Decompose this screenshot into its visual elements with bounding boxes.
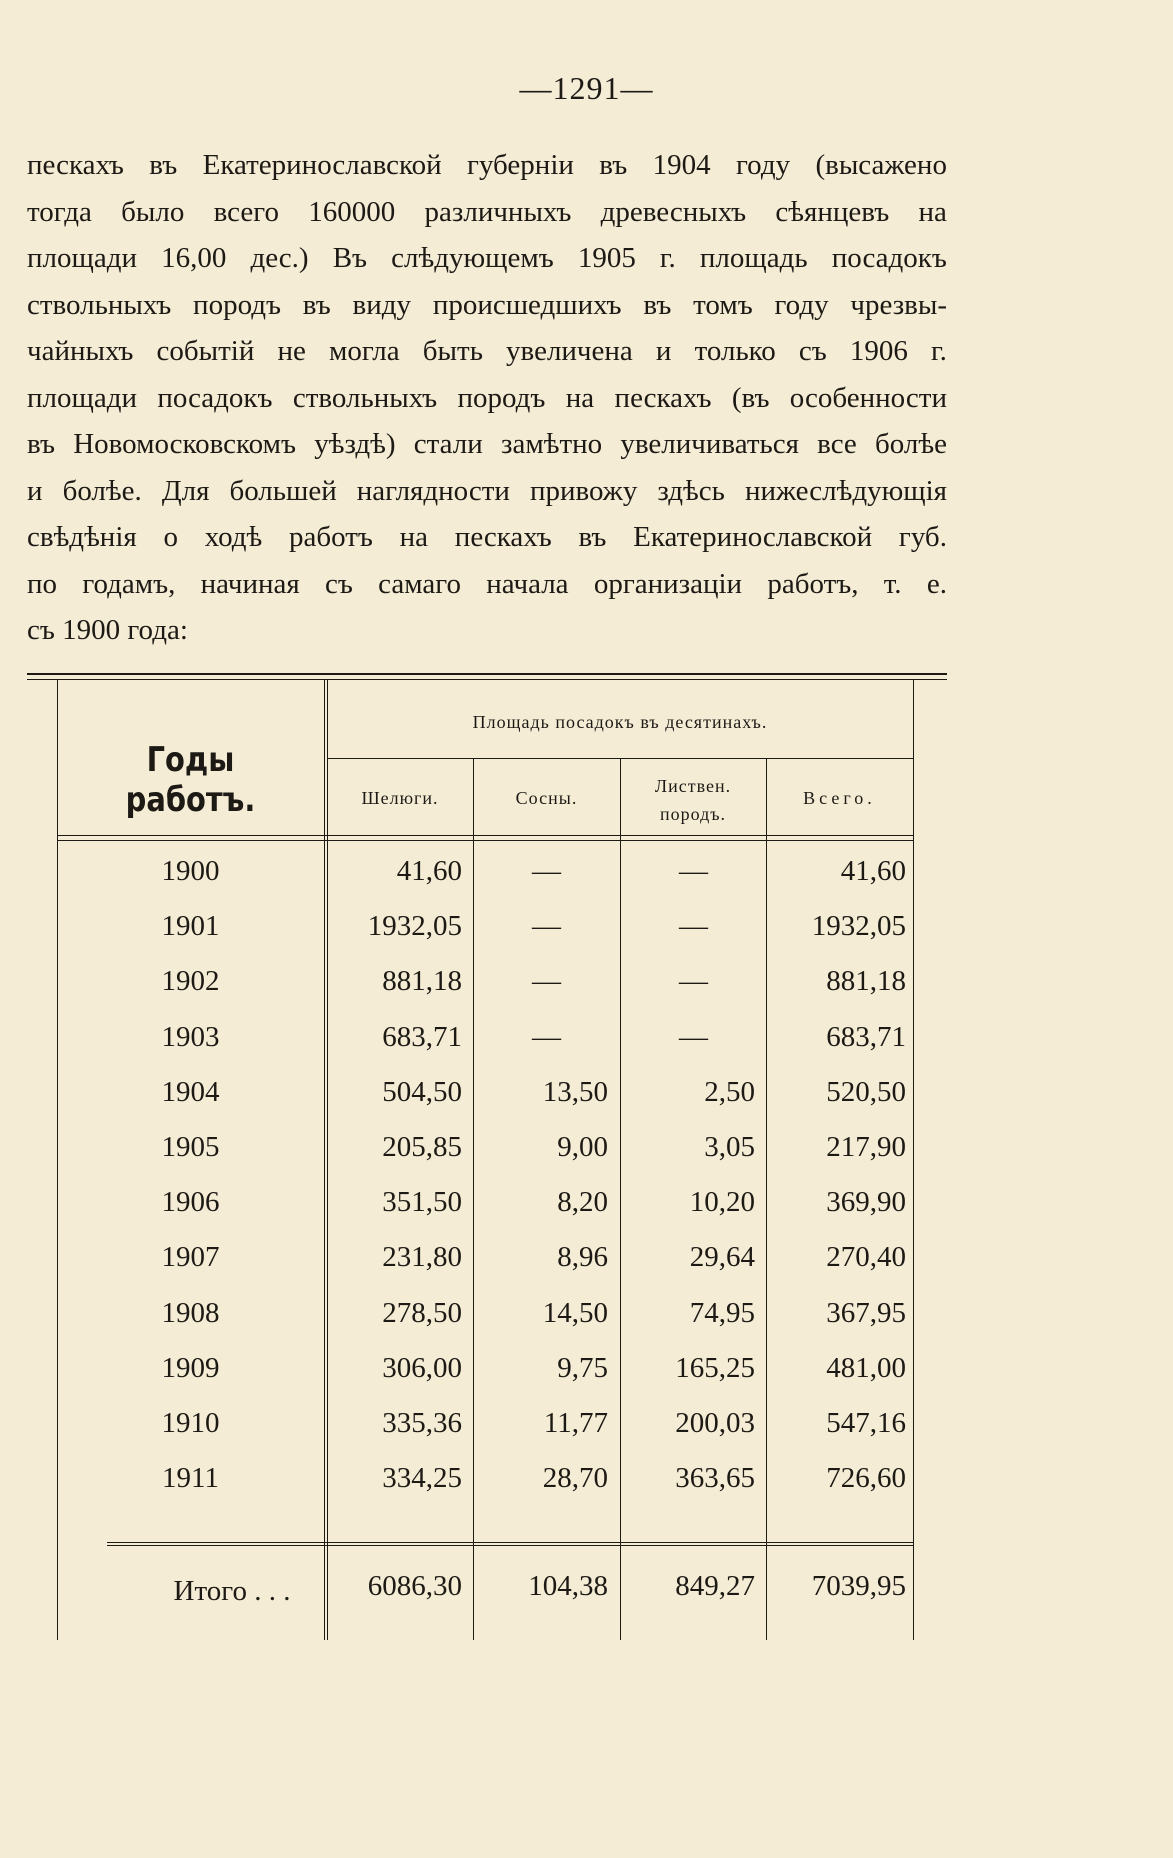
total-rule-2 — [107, 1545, 913, 1546]
word: на — [918, 195, 947, 228]
row-vsego: 881,18 — [826, 965, 906, 998]
row-year: 1902 — [161, 965, 220, 998]
row-listv: 29,64 — [689, 1241, 755, 1274]
word: въ — [302, 288, 331, 321]
word: году — [736, 149, 791, 181]
paragraph-line — [27, 375, 947, 422]
total-listv: 849,27 — [675, 1570, 755, 1602]
word: Для — [161, 474, 210, 507]
row-sosny: — — [532, 910, 561, 943]
paragraph-line — [27, 421, 947, 468]
total-vsego: 7039,95 — [811, 1570, 906, 1602]
word: особенности — [789, 381, 947, 414]
word: т. — [883, 567, 902, 600]
row-shelyugi: 335,36 — [382, 1407, 462, 1439]
row-listv: 3,05 — [704, 1131, 755, 1163]
paragraph-line — [27, 235, 947, 282]
row-listv: 2,50 — [704, 1075, 755, 1108]
header-bottom-rule — [57, 835, 913, 836]
word: е. — [926, 567, 947, 600]
row-shelyugi: 231,80 — [382, 1241, 462, 1274]
word: пескахъ — [614, 381, 712, 414]
row-listv: — — [679, 855, 708, 887]
row-listv: — — [679, 910, 708, 943]
word: начала — [486, 567, 569, 600]
word: годамъ, — [82, 567, 176, 600]
row-sosny: 9,75 — [557, 1351, 608, 1384]
word: только — [694, 335, 776, 367]
word: 1905 — [577, 242, 636, 274]
word: и — [27, 474, 43, 507]
plantings-table — [27, 670, 947, 1650]
word: въ — [599, 149, 628, 181]
word: работъ, — [767, 567, 859, 600]
word: губерніи — [467, 149, 574, 181]
word: и — [655, 335, 672, 367]
word: Въ — [332, 242, 368, 274]
row-year: 1907 — [161, 1241, 220, 1274]
word: въ — [27, 428, 55, 460]
row-shelyugi: 881,18 — [382, 965, 462, 998]
word: всего — [213, 195, 279, 228]
word: Екатеринославской — [202, 149, 442, 181]
word: на — [399, 521, 429, 553]
header-sosny: Сосны. — [515, 788, 578, 808]
word: сѣянцевъ — [775, 195, 890, 228]
row-sosny: — — [532, 1020, 561, 1053]
word: большей — [229, 474, 337, 507]
row-vsego: 1932,05 — [811, 910, 906, 943]
row-shelyugi: 334,25 — [382, 1462, 462, 1495]
paragraph-line — [27, 561, 947, 608]
word: году — [774, 288, 829, 321]
word: слѣдующемъ — [391, 242, 554, 274]
word: работъ — [289, 521, 373, 553]
row-year: 1900 — [161, 855, 220, 887]
row-shelyugi: 351,50 — [382, 1186, 462, 1219]
word: 1904 — [652, 149, 711, 181]
word: пескахъ — [27, 149, 124, 181]
row-year: 1904 — [161, 1075, 220, 1108]
word: 1906 — [849, 335, 908, 367]
row-shelyugi: 1932,05 — [367, 910, 462, 943]
header-listv: Листвен. породъ. — [654, 776, 732, 824]
row-listv: 165,25 — [675, 1351, 755, 1384]
row-sosny: 11,77 — [543, 1407, 608, 1439]
word: здѣсь — [657, 474, 725, 507]
header-shelyugi: Шелюги. — [361, 788, 439, 808]
total-label: Итого . . . — [173, 1575, 291, 1607]
row-shelyugi: 41,60 — [396, 855, 462, 887]
row-year: 1908 — [161, 1296, 220, 1329]
word: болѣе. — [62, 474, 142, 507]
paragraph-line — [27, 142, 947, 189]
word: ходѣ — [204, 521, 263, 553]
word: не — [277, 335, 306, 367]
row-sosny: 8,96 — [557, 1241, 608, 1274]
word: посадокъ — [157, 381, 273, 414]
word: чрезвы- — [850, 288, 947, 321]
word: происшедшихъ — [432, 288, 622, 321]
word: быть — [422, 335, 483, 367]
row-sosny: 13,50 — [542, 1075, 608, 1108]
word: ствольныхъ — [292, 381, 438, 414]
word: площади — [27, 242, 137, 274]
total-sosny: 104,38 — [528, 1570, 608, 1602]
word: г. — [659, 242, 676, 274]
word: (высажено — [815, 149, 947, 181]
row-sosny: 28,70 — [542, 1462, 608, 1495]
word: тогда — [27, 195, 92, 228]
group-header-rule — [327, 758, 913, 759]
row-listv: — — [679, 965, 708, 998]
row-shelyugi: 278,50 — [382, 1296, 462, 1329]
word: событій — [156, 335, 255, 367]
row-sosny: 8,20 — [557, 1186, 608, 1219]
header-bottom-rule-2 — [57, 840, 913, 841]
row-listv: 74,95 — [689, 1296, 755, 1329]
word: съ 1900 года: — [27, 614, 188, 646]
word: могла — [329, 335, 400, 367]
word: виду — [352, 288, 412, 321]
row-listv: — — [679, 1020, 708, 1053]
row-listv: 200,03 — [675, 1407, 755, 1439]
row-vsego: 481,00 — [826, 1351, 906, 1384]
row-sosny: — — [532, 855, 561, 887]
word: начиная — [200, 567, 300, 600]
word: о — [163, 521, 178, 553]
word: нижеслѣдующія — [744, 474, 947, 507]
word: чайныхъ — [27, 335, 134, 367]
word: дес.) — [250, 242, 309, 274]
row-listv: 10,20 — [689, 1186, 755, 1219]
word: увеличиваться — [620, 428, 799, 460]
row-year: 1906 — [161, 1186, 220, 1219]
word: г. — [931, 335, 947, 367]
word: наглядности — [356, 474, 510, 507]
word: въ — [578, 521, 607, 553]
row-year: 1903 — [161, 1020, 220, 1053]
row-listv: 363,65 — [675, 1462, 755, 1495]
word: организаціи — [593, 567, 743, 600]
word: породъ — [457, 381, 546, 414]
word: увеличена — [506, 335, 633, 367]
word: уѣздѣ) — [314, 428, 396, 460]
word: Екатеринославской — [633, 521, 873, 553]
row-vsego: 367,95 — [826, 1296, 906, 1329]
word: все — [817, 428, 857, 460]
word: было — [121, 195, 185, 228]
paragraph-line — [27, 282, 947, 329]
page-number: —1291— — [519, 70, 654, 106]
word: самаго — [378, 567, 461, 600]
table-right-border — [913, 680, 914, 1640]
word: замѣтно — [501, 428, 603, 460]
row-vsego: 270,40 — [826, 1241, 906, 1274]
row-shelyugi: 683,71 — [382, 1020, 462, 1053]
row-year: 1905 — [161, 1131, 220, 1163]
body-paragraph — [27, 142, 947, 654]
total-shelyugi: 6086,30 — [367, 1570, 462, 1602]
row-year: 1911 — [162, 1462, 219, 1495]
row-shelyugi: 306,00 — [382, 1351, 462, 1384]
paragraph-line — [27, 607, 947, 654]
word: въ — [643, 288, 672, 321]
row-shelyugi: 504,50 — [382, 1075, 462, 1108]
word: Новомосковскомъ — [73, 428, 296, 460]
row-vsego: 41,60 — [840, 855, 906, 887]
row-vsego: 520,50 — [826, 1075, 906, 1108]
paragraph-line — [27, 514, 947, 561]
word: площадь — [699, 242, 808, 274]
word: 16,00 — [161, 242, 227, 274]
word: стали — [413, 428, 483, 460]
row-sosny: 14,50 — [542, 1296, 608, 1329]
word: породъ — [193, 288, 281, 321]
paragraph-line — [27, 328, 947, 375]
row-vsego: 369,90 — [826, 1186, 906, 1219]
word: посадокъ — [831, 242, 947, 274]
word: древесныхъ — [600, 195, 747, 228]
header-years: Годы работъ. — [125, 740, 256, 820]
paragraph-line — [27, 189, 947, 236]
row-vsego: 726,60 — [826, 1462, 906, 1495]
word: свѣдѣнія — [27, 521, 137, 553]
row-vsego: 683,71 — [826, 1020, 906, 1053]
total-rule — [107, 1542, 913, 1543]
word: съ — [798, 335, 827, 367]
word: томъ — [693, 288, 753, 321]
word: въ — [149, 149, 178, 181]
row-year: 1909 — [161, 1351, 220, 1384]
word: по — [27, 567, 58, 600]
word: привожу — [529, 474, 638, 507]
paragraph-line — [27, 468, 947, 515]
header-vsego: Всего. — [803, 788, 876, 808]
word: съ — [325, 567, 353, 600]
row-sosny: 9,00 — [557, 1131, 608, 1163]
word: ствольныхъ — [27, 288, 172, 321]
header-area-group: Площадь посадокъ въ десятинахъ. — [472, 712, 768, 732]
row-year: 1901 — [161, 910, 220, 943]
row-year: 1910 — [161, 1407, 220, 1439]
word: (въ — [731, 381, 770, 414]
row-vsego: 217,90 — [826, 1131, 906, 1163]
table-top-rule — [27, 673, 947, 675]
word: пескахъ — [454, 521, 552, 553]
word: различныхъ — [424, 195, 572, 228]
word: болѣе — [875, 428, 947, 460]
row-sosny: — — [532, 965, 561, 998]
word: площади — [27, 381, 137, 414]
table-top-rule-thin — [27, 679, 947, 680]
row-shelyugi: 205,85 — [382, 1131, 462, 1163]
word: на — [565, 381, 595, 414]
row-vsego: 547,16 — [826, 1407, 906, 1439]
col-divider-1 — [324, 680, 325, 1640]
word: 160000 — [308, 195, 396, 228]
word: губ. — [898, 521, 947, 553]
